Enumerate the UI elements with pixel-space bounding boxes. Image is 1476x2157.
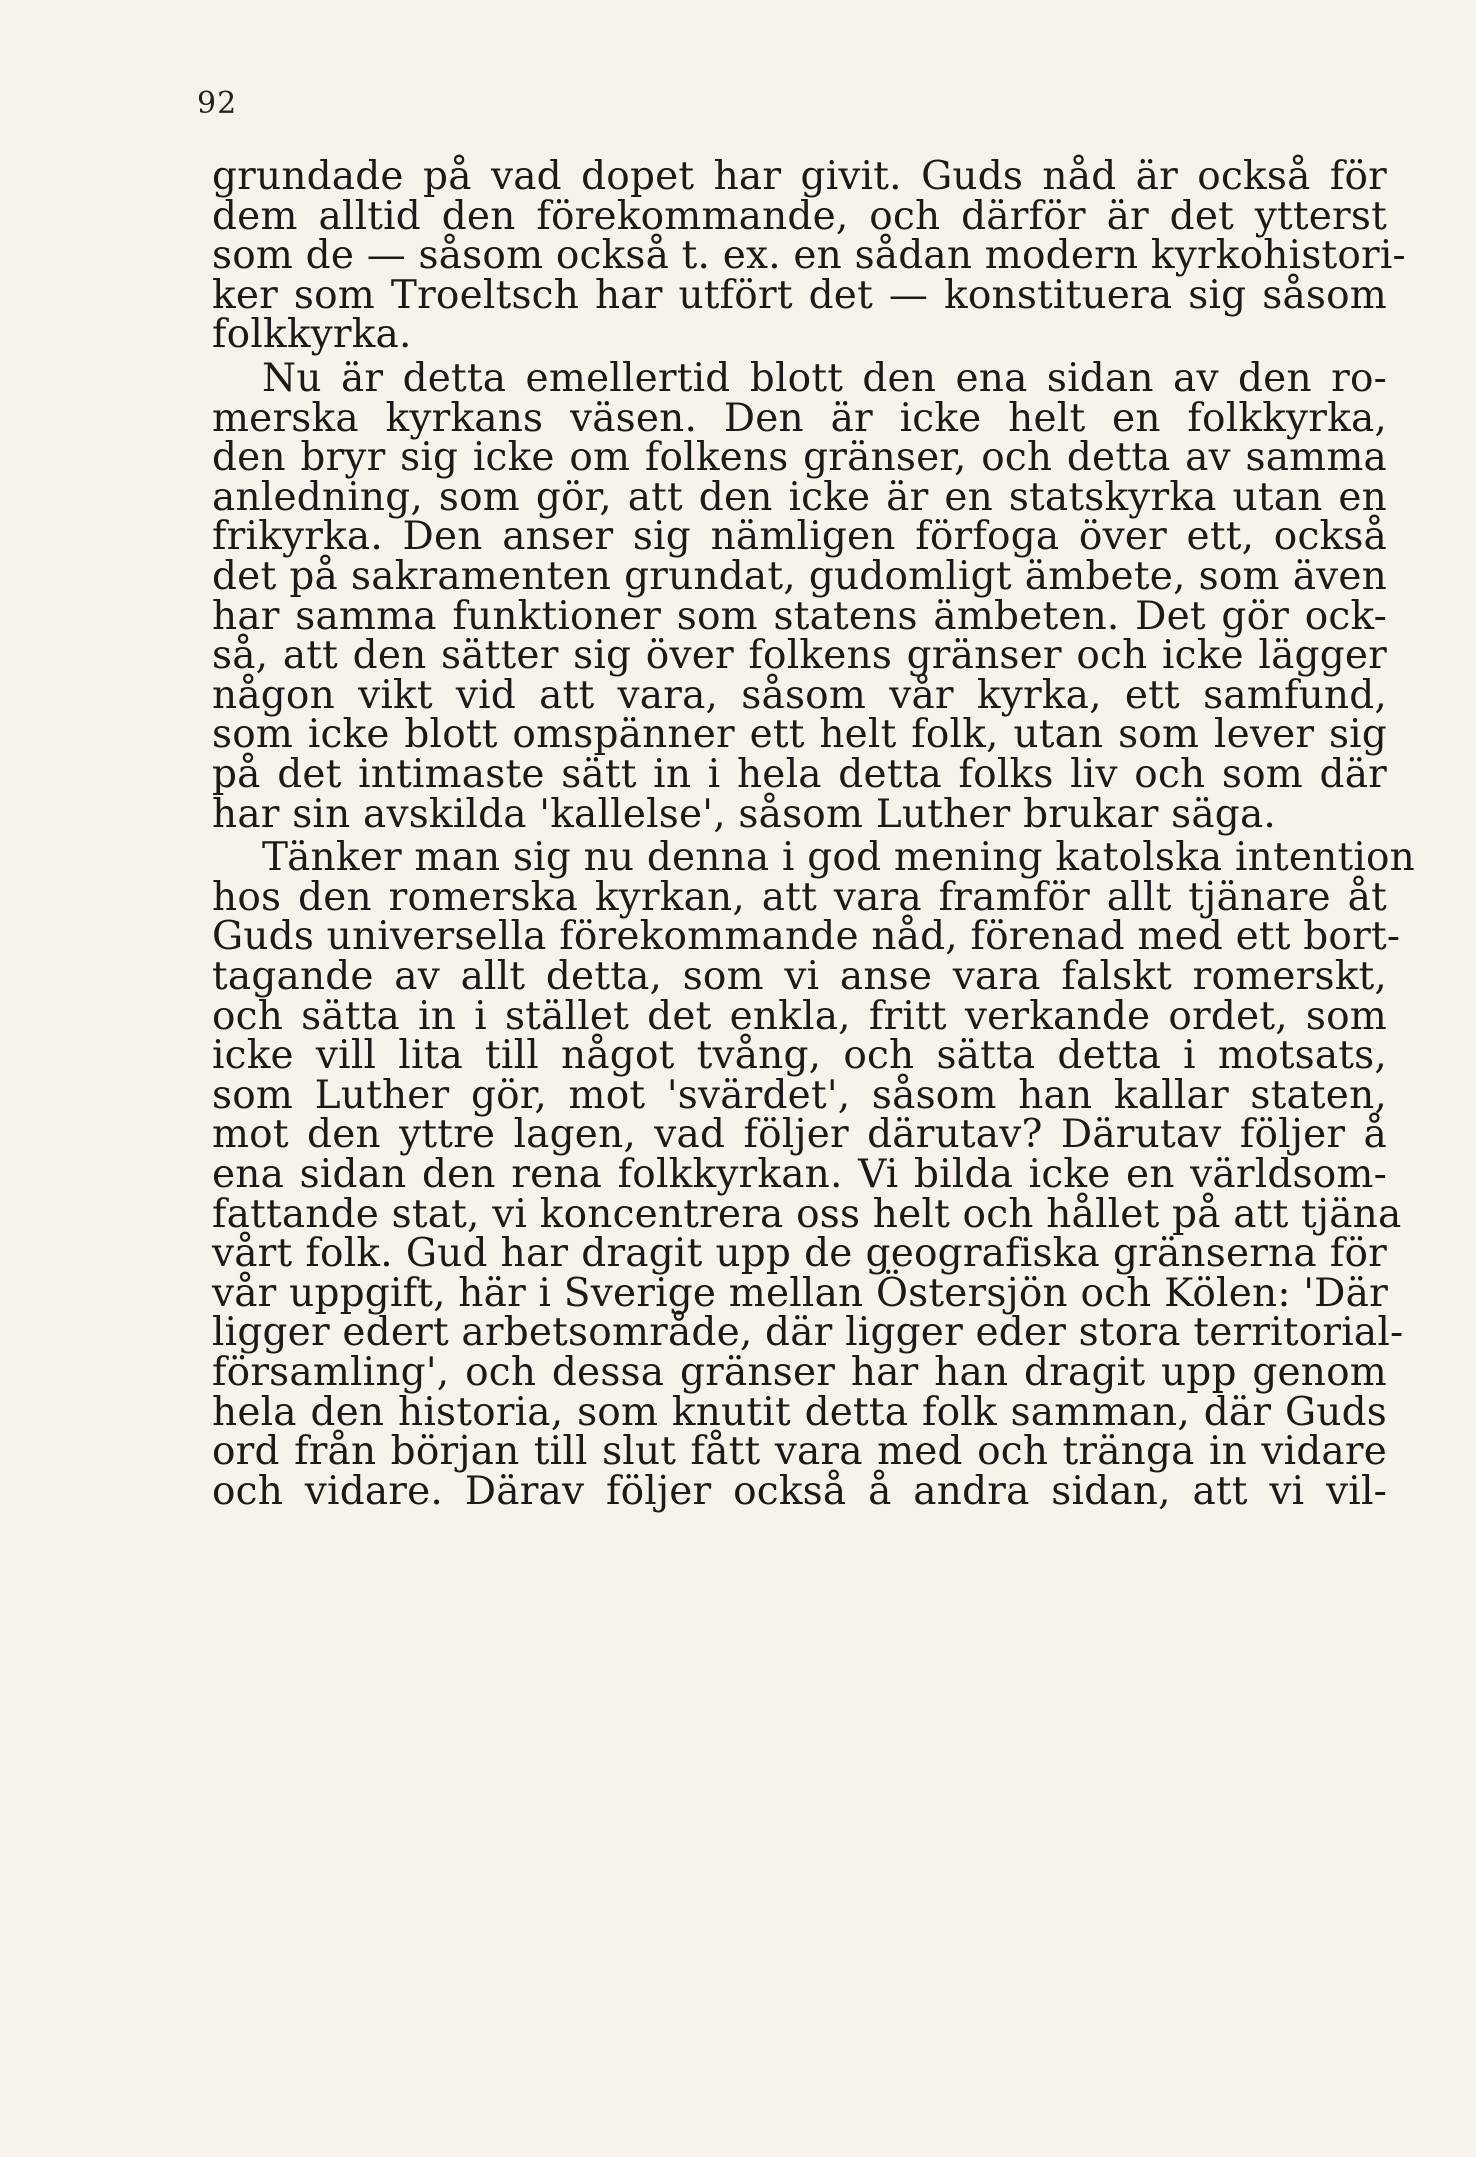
text-line: mot den yttre lagen, vad följer därutav? Därutav följer å bbox=[212, 1112, 1387, 1158]
text-line: någon vikt vid att vara, såsom vår kyrka, ett samfund, bbox=[212, 672, 1387, 718]
text-line: ker som Troeltsch har utfört det — konstituera sig såsom bbox=[212, 272, 1387, 318]
text-line: vårt folk. Gud har dragit upp de geografiska gränserna för bbox=[212, 1231, 1387, 1277]
page-number: 92 bbox=[197, 86, 238, 121]
text-line: har samma funktioner som statens ämbeten. Det gör ock- bbox=[212, 593, 1387, 639]
text-line: vår uppgift, här i Sverige mellan Östersjön och Kölen: 'Där bbox=[212, 1270, 1388, 1316]
text-line: ena sidan den rena folkkyrkan. Vi bilda icke en världsom- bbox=[212, 1152, 1387, 1197]
text-line: Nu är detta emellertid blott den ena sidan av den ro- bbox=[262, 356, 1387, 401]
text-line: ord från början till slut fått vara med och tränga in vidare bbox=[212, 1429, 1387, 1475]
text-line: folkkyrka. bbox=[212, 312, 412, 358]
text-line: icke vill lita till något tvång, och sätta detta i motsats, bbox=[212, 1033, 1387, 1079]
text-line: frikyrka. Den anser sig nämligen förfoga över ett, också bbox=[212, 514, 1387, 560]
text-line: som Luther gör, mot 'svärdet', såsom han kallar staten, bbox=[212, 1072, 1387, 1118]
text-line: på det intimaste sätt in i hela detta folks liv och som där bbox=[212, 752, 1387, 797]
text-line: Guds universella förekommande nåd, förenad med ett bort- bbox=[212, 914, 1401, 960]
text-line: så, att den sätter sig över folkens gränser och icke lägger bbox=[212, 633, 1387, 679]
text-line: och vidare. Därav följer också å andra sidan, att vi vil- bbox=[212, 1468, 1387, 1514]
text-line: hela den historia, som knutit detta folk samman, där Guds bbox=[212, 1389, 1387, 1435]
text-line: den bryr sig icke om folkens gränser, och detta av samma bbox=[212, 435, 1387, 481]
text-line: fattande stat, vi koncentrera oss helt och hållet på att tjäna bbox=[212, 1191, 1402, 1237]
text-line: merska kyrkans väsen. Den är icke helt en folkkyrka, bbox=[212, 395, 1387, 441]
text-line: församling', och dessa gränser har han dragit upp genom bbox=[212, 1350, 1387, 1395]
text-line: tagande av allt detta, som vi anse vara falskt romerskt, bbox=[212, 954, 1387, 999]
text-line: anledning, som gör, att den icke är en statskyrka utan en bbox=[212, 474, 1387, 520]
text-line: Tänker man sig nu denna i god mening katolska intention bbox=[262, 835, 1415, 881]
text-line: det på sakramenten grundat, gudomligt ämbete, som även bbox=[212, 554, 1387, 599]
text-line: har sin avskilda 'kallelse', såsom Luther brukar säga. bbox=[212, 791, 1277, 837]
text-line: ligger edert arbetsområde, där ligger eder stora territorial- bbox=[212, 1310, 1404, 1356]
text-line: grundade på vad dopet har givit. Guds nåd är också för bbox=[212, 154, 1387, 199]
text-line: dem alltid den förekommande, och därför är det ytterst bbox=[212, 193, 1387, 239]
text-line: och sätta in i stället det enkla, fritt verkande ordet, som bbox=[212, 993, 1387, 1039]
text-line: hos den romerska kyrkan, att vara framför allt tjänare åt bbox=[212, 874, 1387, 920]
text-line: som de — såsom också t. ex. en sådan modern kyrkohistori- bbox=[212, 233, 1406, 279]
text-line: som icke blott omspänner ett helt folk, utan som lever sig bbox=[212, 712, 1387, 758]
